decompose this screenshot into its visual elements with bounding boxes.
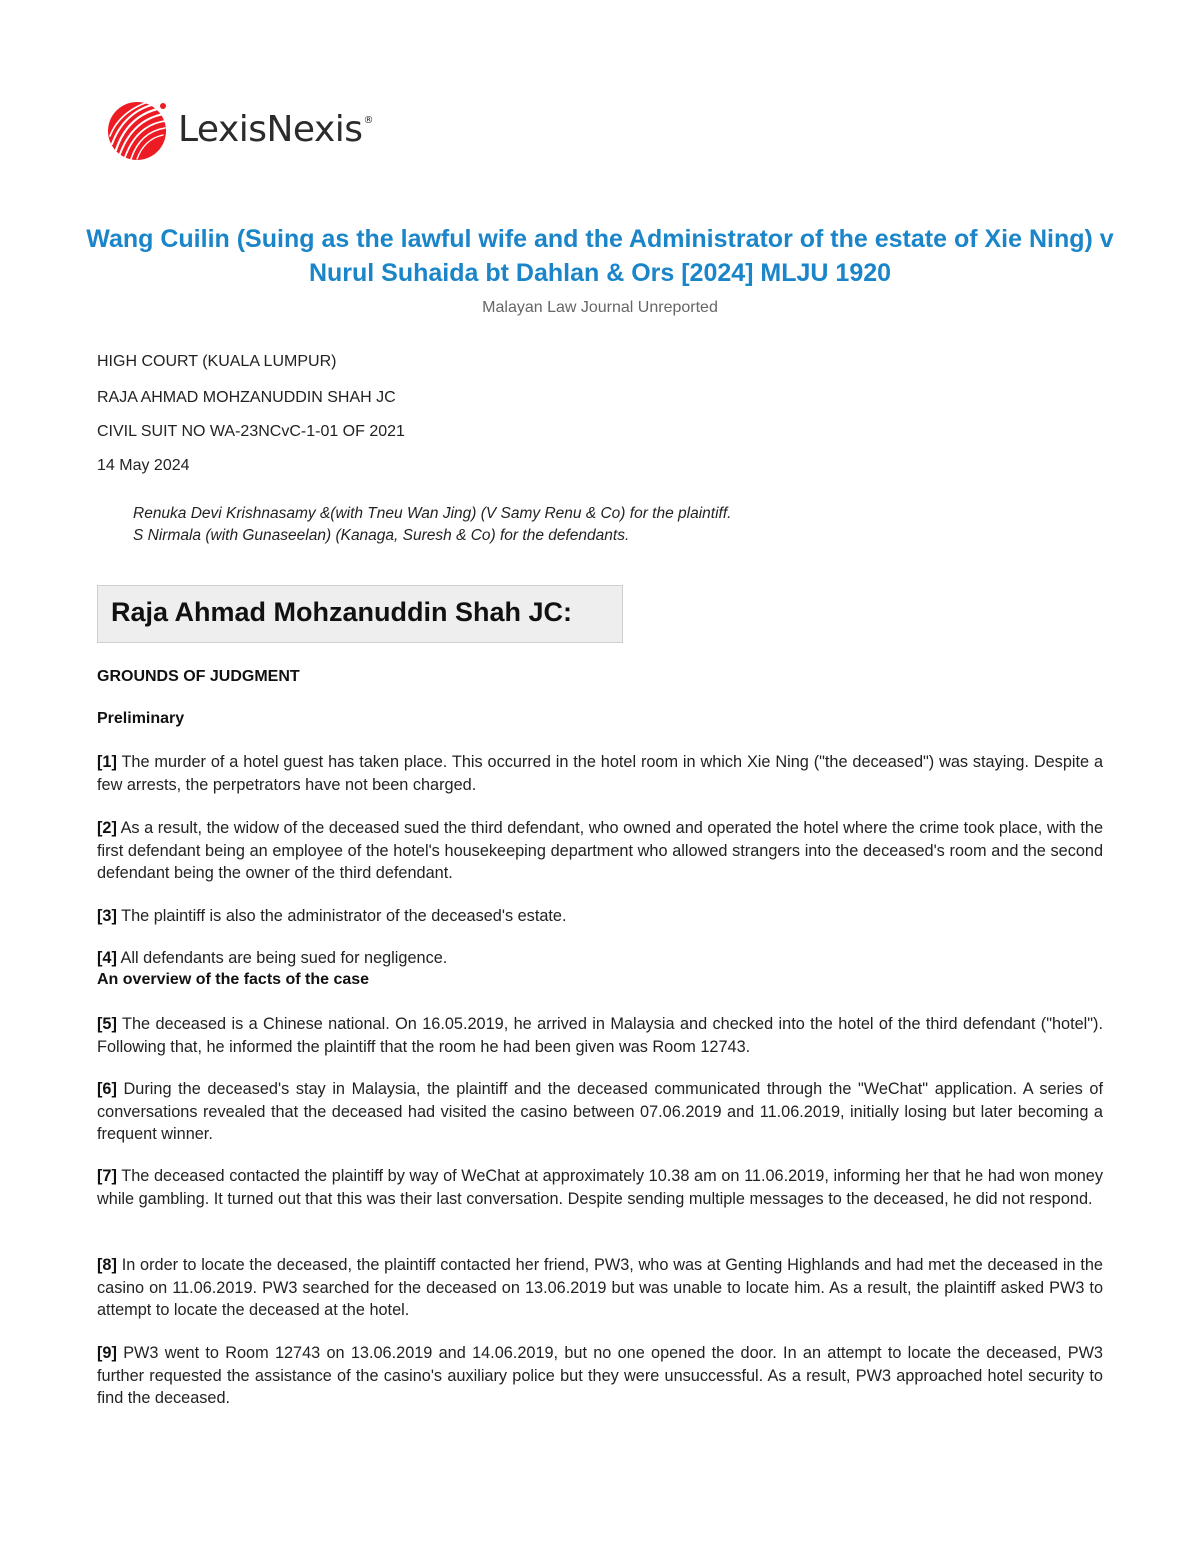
paragraph-number: [4]: [97, 949, 117, 967]
paragraph-text: The plaintiff is also the administrator of the deceased's estate.: [121, 907, 567, 925]
paragraph-9: [97, 1342, 1103, 1410]
paragraph-number: [3]: [97, 907, 117, 925]
paragraph-number: [5]: [97, 1015, 117, 1033]
judgment-date: 14 May 2024: [97, 457, 190, 474]
paragraph-2: [97, 817, 1103, 885]
suit-number: CIVIL SUIT NO WA-23NCvC-1-01 OF 2021: [97, 423, 405, 440]
overview-heading: An overview of the facts of the case: [97, 971, 370, 988]
lexisnexis-logo-icon: [106, 98, 168, 164]
grounds-heading: GROUNDS OF JUDGMENT: [97, 668, 300, 685]
lexisnexis-wordmark: LexisNexis®: [178, 108, 374, 150]
paragraph-text: As a result, the widow of the deceased sued the third defendant, who owned and operated the hotel where the crime took place, with the first defendant being an employee of the hotel's housekeeping department who allowed strangers into the deceased's room and the second defendant being the owner of the third defendant.: [97, 819, 1104, 883]
preliminary-heading: Preliminary: [97, 710, 185, 727]
paragraph-1: [97, 751, 1103, 796]
paragraph-number: [7]: [97, 1167, 117, 1185]
paragraph-text: The deceased contacted the plaintiff by way of WeChat at approximately 10.38 am on 11.06.2019, informing her that he had won money while gambling. It turned out that this was their last conversation. Despite sending multiple messages to the deceased, he did not respond.: [97, 1167, 1104, 1208]
paragraph-6: [97, 1078, 1103, 1146]
paragraph-number: [2]: [97, 819, 117, 837]
counsel-defendants: S Nirmala (with Gunaseelan) (Kanaga, Suresh & Co) for the defendants.: [133, 527, 630, 544]
paragraph-text: PW3 went to Room 12743 on 13.06.2019 and 14.06.2019, but no one opened the door. In an attempt to locate the deceased, PW3 further requested the assistance of the casino's auxiliary police but they were unsuccessful. As a result, PW3 approached hotel security to find the deceased.: [97, 1344, 1103, 1408]
paragraph-text: The deceased is a Chinese national. On 16.05.2019, he arrived in Malaysia and checked into the hotel of the third defendant ("hotel"). Following that, he informed the plaintiff that the room he had been given was Room 12743.: [97, 1015, 1104, 1056]
lexisnexis-logo: [106, 98, 373, 164]
case-title: Wang Cuilin (Suing as the lawful wife and the Administrator of the estate of Xie Ning) v Nurul Suhaida bt Dahlan & Ors [2024] MLJU 1920: [86, 225, 1114, 287]
paragraph-text: All defendants are being sued for negligence.: [120, 949, 448, 967]
paragraph-number: [9]: [97, 1344, 117, 1362]
paragraph-4: [97, 947, 1103, 970]
paragraph-3: [97, 905, 1103, 928]
judge-heading-box: [97, 585, 623, 643]
paragraph-number: [1]: [97, 753, 117, 771]
court-name: HIGH COURT (KUALA LUMPUR): [97, 353, 337, 370]
paragraph-number: [6]: [97, 1080, 117, 1098]
paragraph-8: [97, 1254, 1103, 1322]
paragraph-number: [8]: [97, 1256, 117, 1274]
journal-name: Malayan Law Journal Unreported: [482, 299, 718, 316]
paragraph-text: The murder of a hotel guest has taken place. This occurred in the hotel room in which Xie Ning ("the deceased") was staying. Despite a few arrests, the perpetrators have not been charged.: [97, 753, 1103, 794]
paragraph-5: [97, 1013, 1103, 1058]
judge-name: RAJA AHMAD MOHZANUDDIN SHAH JC: [97, 389, 396, 406]
judge-heading: Raja Ahmad Mohzanuddin Shah JC:: [111, 597, 573, 627]
paragraph-text: During the deceased's stay in Malaysia, the plaintiff and the deceased communicated through the "WeChat" application. A series of conversations revealed that the deceased had visited the casino between 07.06.2019 and 11.06.2019, initially losing but later becoming a frequent winner.: [97, 1080, 1103, 1144]
paragraph-text: In order to locate the deceased, the plaintiff contacted her friend, PW3, who was at Genting Highlands and had met the deceased in the casino on 11.06.2019. PW3 searched for the deceased on 13.06.2019 but was unable to locate him. As a result, the plaintiff asked PW3 to attempt to locate the deceased at the hotel.: [97, 1256, 1103, 1320]
counsel-plaintiff: Renuka Devi Krishnasamy &(with Tneu Wan Jing) (V Samy Renu & Co) for the plaintiff.: [133, 505, 732, 522]
paragraph-7: [97, 1165, 1103, 1210]
